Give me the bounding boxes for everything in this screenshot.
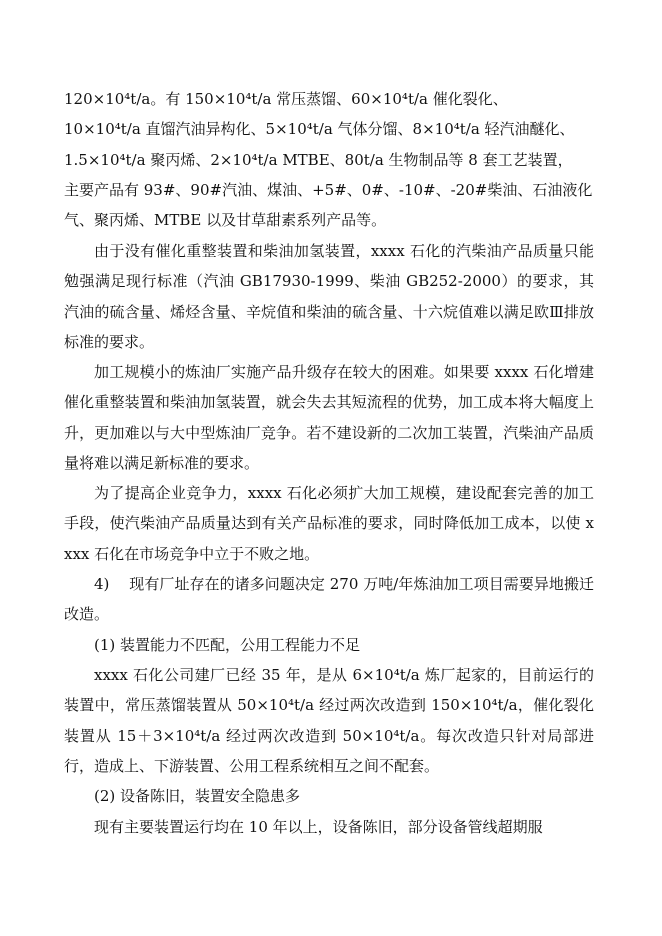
- text-line: 气、聚丙烯、MTBE 以及甘草甜素系列产品等。: [64, 211, 387, 230]
- text-line: 1.5×10⁴t/a 聚丙烯、2×10⁴t/a MTBE、80t/a 生物制品等 8 套工艺装置，: [64, 150, 573, 169]
- paragraph-equipment-age: 现有主要装置运行均在 10 年以上，设备陈旧，部分设备管线超期服: [94, 818, 543, 836]
- heading-aging-equipment: (2) 设备陈旧，装置安全隐患多: [94, 787, 301, 805]
- paragraph-competitiveness: 为了提高企业竞争力，xxxx 石化必须扩大加工规模，建设配套完善的加工手段，使汽柴油产品质量达到有关产品标准的要求，同时降低加工成本，以使 xxxx 石化在市场竞争中立于不败之地。: [64, 484, 594, 563]
- text-line: 120×10⁴t/a。有 150×10⁴t/a 常压蒸馏、60×10⁴t/a 催化裂化、: [64, 90, 508, 108]
- paragraph-plant-history: xxxx 石化公司建厂已经 35 年，是从 6×10⁴t/a 炼厂起家的，目前运行的装置中，常压蒸馏装置从 50×10⁴t/a 经过两次改造到 150×10⁴t/a，催化裂化装置从 15＋3×10⁴t/a 经过两次改造到 50×10⁴t/a。每次改造只针对局部进行，造成上、下游装置、公用工程系统相互之间不配套。: [64, 666, 594, 775]
- text-line: 主要产品有 93#、90#汽油、煤油、+5#、0#、-10#、-20#柴油、石油液化: [64, 180, 593, 199]
- text-line: 10×10⁴t/a 直馏汽油异构化、5×10⁴t/a 气体分馏、8×10⁴t/a 轻汽油醚化、: [64, 120, 575, 139]
- paragraph-upgrade-difficulty: 加工规模小的炼油厂实施产品升级存在较大的困难。如果要 xxxx 石化增建催化重整装置和柴油加氢装置，就会失去其短流程的优势，加工成本将大幅度上升，更加难以与大中型炼油厂竞争。若不建设新的二次加工装置，汽柴油产品质量将难以满足新标准的要求。: [64, 363, 594, 472]
- paragraph-item-4-relocation: 4) 现有厂址存在的诸多问题决定 270 万吨/年炼油加工项目需要异地搬迁改造。: [64, 575, 594, 624]
- paragraph-quality-standards: 由于没有催化重整装置和柴油加氢装置，xxxx 石化的汽柴油产品质量只能勉强满足现行标准（汽油 GB17930-1999、柴油 GB252-2000）的要求，其汽油的硫含量、烯烃含量、辛烷值和柴油的硫含量、十六烷值难以满足欧Ⅲ排放标准的要求。: [64, 242, 594, 351]
- paragraph-process-units: [64, 84, 594, 235]
- heading-capacity-mismatch: (1) 装置能力不匹配，公用工程能力不足: [94, 636, 361, 654]
